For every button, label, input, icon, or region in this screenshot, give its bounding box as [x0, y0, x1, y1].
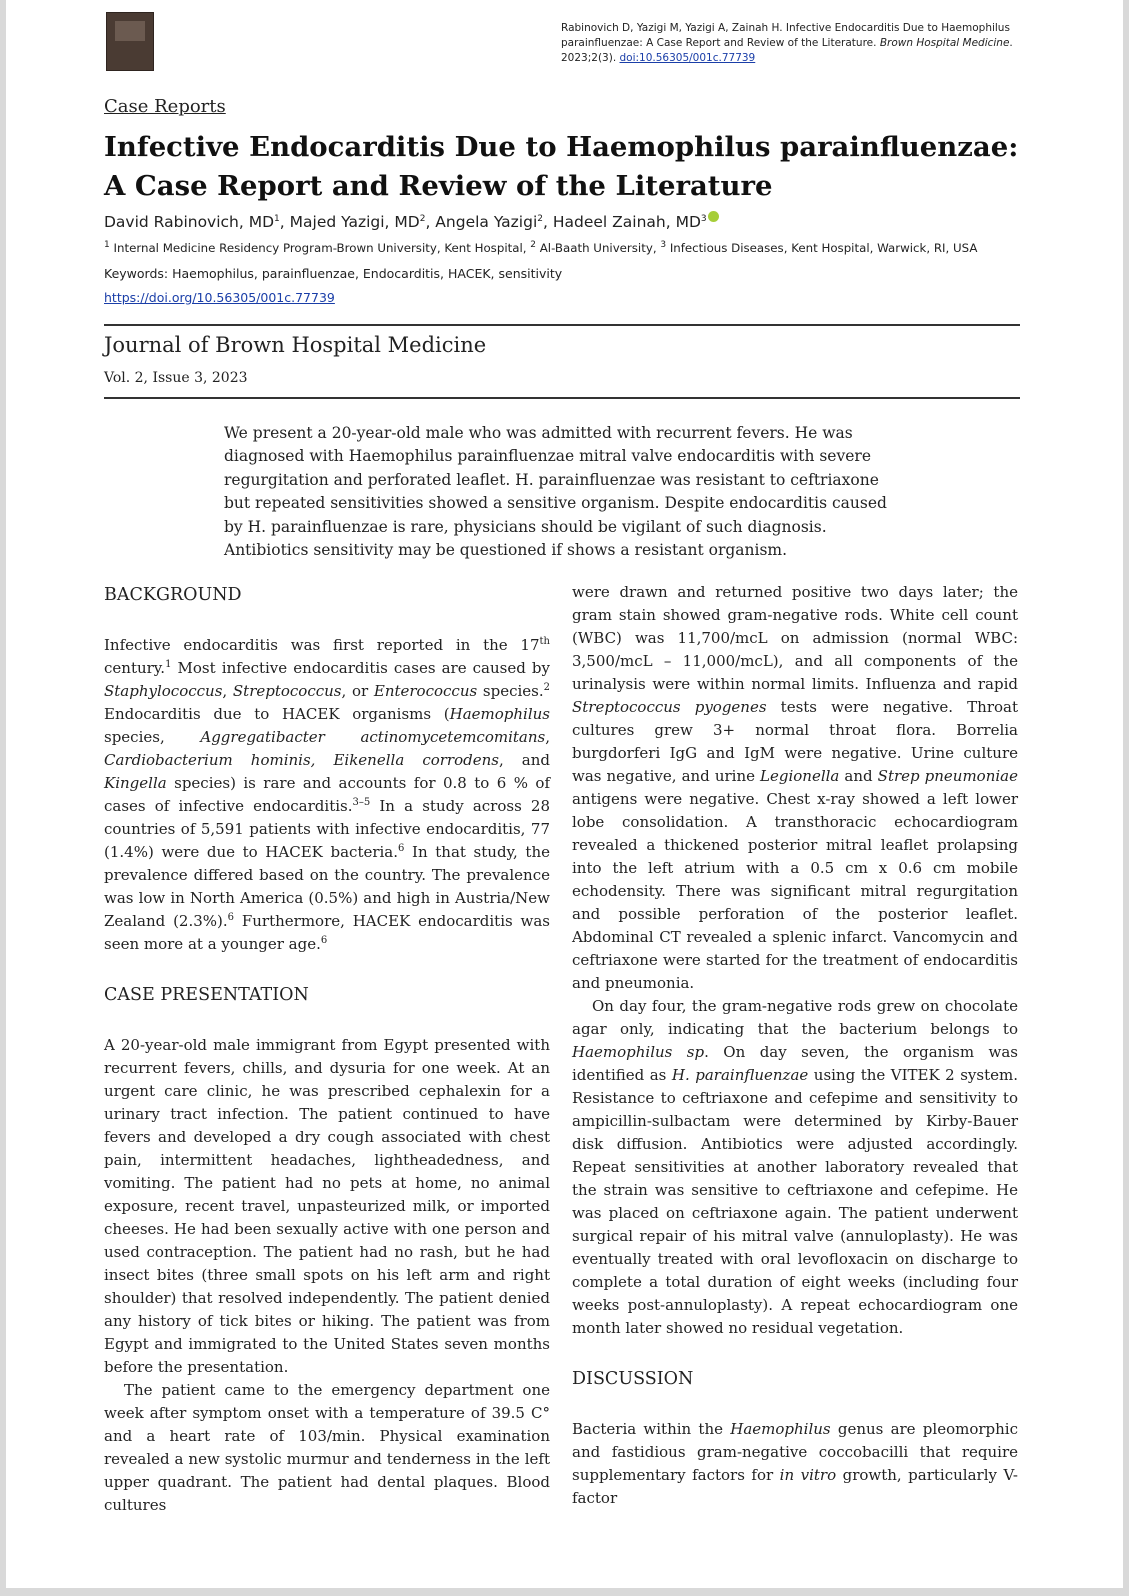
orcid-icon[interactable]: [708, 211, 719, 222]
author-name: Hadeel Zainah, MD: [552, 213, 701, 231]
journal-volume: Vol. 2, Issue 3, 2023: [104, 370, 248, 386]
document-page: [6, 0, 1123, 1588]
keywords: Keywords: Haemophilus, parainfluenzae, Endocarditis, HACEK, sensitivity: [104, 266, 563, 281]
divider: [104, 397, 1020, 399]
author-list: David Rabinovich, $MD^1$, Majed Yazigi, $MD^2$, Angela Yazigi$^2$, Hadeel Zainah, $MD^3$: [104, 211, 719, 231]
left-column: [104, 584, 550, 1517]
abstract: We present a 20-year-old male who was admitted with recurrent fevers. He was diagnosed with Haemophilus parainfluenzae mitral valve endocarditis with severe regurgitation and perforated leaflet. H. parainfluenzae was resistant to ceftriaxone but repeated sensitivities showed a sensitive organism. Despite endocarditis caused by H. parainfluenzae is rare, physicians should be vigilant of such diagnosis. Antibiotics sensitivity may be questioned if shows a resistant organism.: [224, 424, 887, 560]
section-heading-background: BACKGROUND: [104, 585, 242, 605]
doi-link[interactable]: https://doi.org/10.56305/001c.77739: [104, 290, 335, 305]
journal-name: Journal of Brown Hospital Medicine: [104, 333, 487, 357]
paragraph-discussion: Bacteria within the Haemophilus genus are pleomorphic and fastidious gram-negative coccobacilli that require supplementary factors for in vitro growth, particularly V-factor: [572, 1420, 1018, 1507]
author-name: Majed Yazigi, MD: [289, 213, 420, 231]
author-name: David Rabinovich, MD: [104, 213, 275, 231]
paragraph-case-4: On day four, the gram-negative rods grew on chocolate agar only, indicating that the bacterium belongs to Haemophilus sp. On day seven, the organism was identified as H. parainfluenzae using the VITEK 2 system. Resistance to ceftriaxone and cefepime and sensitivity to ampicillin-sulbactam were determined by Kirby-Bauer disk diffusion. Antibiotics were adjusted accordingly. Repeat sensitivities at another laboratory revealed that the strain was sensitive to ceftriaxone and cefepime. He was placed on ceftriaxone again. The patient underwent surgical repair of his mitral valve (annuloplasty). He was eventually treated with oral levofloxacin on discharge to complete a total duration of eight weeks (including four weeks post-annuloplasty). A repeat echocardiogram one month later showed no residual vegetation.: [572, 997, 1018, 1337]
article-title: Infective Endocarditis Due to Haemophilus parainfluenzae: A Case Report and Review of the Literature: [104, 131, 1019, 202]
paragraph-case-1: A 20-year-old male immigrant from Egypt presented with recurrent fevers, chills, and dysuria for one week. At an urgent care clinic, he was prescribed cephalexin for a urinary tract infection. The patient continued to have fevers and developed a dry cough associated with chest pain, intermittent headaches, lightheadedness, and vomiting. The patient had no pets at home, no animal exposure, recent travel, unpasteurized milk, or imported cheeses. He had been sexually active with one person and used contraception. The patient had no rash, but he had insect bites (three small spots on his left arm and right shoulder) that resolved independently. The patient denied any history of tick bites or hiking. The patient was from Egypt and immigrated to the United States seven months before the presentation.: [104, 1036, 550, 1376]
journal-cover-thumbnail: [106, 12, 154, 71]
paragraph-background: Infective endocarditis was first reported in the 17th century.$^1$ Most infective endocarditis cases are caused by Staphylococcus, Streptococcus, or Enterococcus species.$^2$ Endocarditis due to HACEK organisms (Haemophilus species, Aggregatibacter actinomycetemcomitans, Cardiobacterium hominis, Eikenella corrodens, and Kingella species) is rare and accounts for 0.8 to 6 % of cases of infective endocarditis.$^{3-5}$ In a study across 28 countries of 5,591 patients with infective endocarditis, 77 (1.4%) were due to HACEK bacteria.$^6$ In that study, the prevalence differed based on the country. The prevalence was low in North America (0.5%) and high in Austria/New Zealand (2.3%).$^6$ Furthermore, HACEK endocarditis was seen more at a younger age.$^6$: [104, 636, 551, 953]
citation-doi-link[interactable]: doi:10.56305/001c.77739: [619, 52, 756, 64]
affiliations: $^1$ Internal Medicine Residency Program-Brown University, Kent Hospital, $^2$ Al-Baath University, $^3$ Infectious Diseases, Kent Hospital, Warwick, RI, USA: [104, 240, 978, 255]
right-column: [572, 581, 1018, 1510]
divider: [104, 324, 1020, 326]
header-citation: Rabinovich D, Yazigi M, Yazigi A, Zainah H. Infective Endocarditis Due to Haemophilus parainfluenzae: A Case Report and Review of the Literature. Brown Hospital Medicine. 2023;2(3). doi:10.56305/001c.77739: [561, 22, 1013, 64]
paragraph-case-2: The patient came to the emergency department one week after symptom onset with a temperature of 39.5 C° and a heart rate of 103/min. Physical examination revealed a new systolic murmur and tenderness in the left upper quadrant. The patient had dental plaques. Blood cultures: [104, 1381, 550, 1514]
paragraph-case-3: were drawn and returned positive two days later; the gram stain showed gram-negative rods. White cell count (WBC) was 11,700/mcL on admission (normal WBC: 3,500/mcL – 11,000/mcL), and all components of the urinalysis were within normal limits. Influenza and rapid Streptococcus pyogenes tests were negative. Throat cultures grew 3+ normal throat flora. Borrelia burgdorferi IgG and IgM were negative. Urine culture was negative, and urine Legionella and Strep pneumoniae antigens were negative. Chest x-ray showed a left lower lobe consolidation. A transthoracic echocardiogram revealed a thickened posterior mitral leaflet prolapsing into the left atrium with a 0.5 cm x 0.6 cm mobile echodensity. There was significant mitral regurgitation and possible perforation of the posterior leaflet. Abdominal CT revealed a splenic infarct. Vancomycin and ceftriaxone were started for the treatment of endocarditis and pneumonia.: [572, 583, 1018, 992]
author-name: Angela Yazigi: [435, 213, 538, 231]
section-heading-discussion: DISCUSSION: [572, 1369, 694, 1389]
section-heading-case-presentation: CASE PRESENTATION: [104, 985, 309, 1005]
section-link-case-reports[interactable]: Case Reports: [104, 96, 226, 117]
